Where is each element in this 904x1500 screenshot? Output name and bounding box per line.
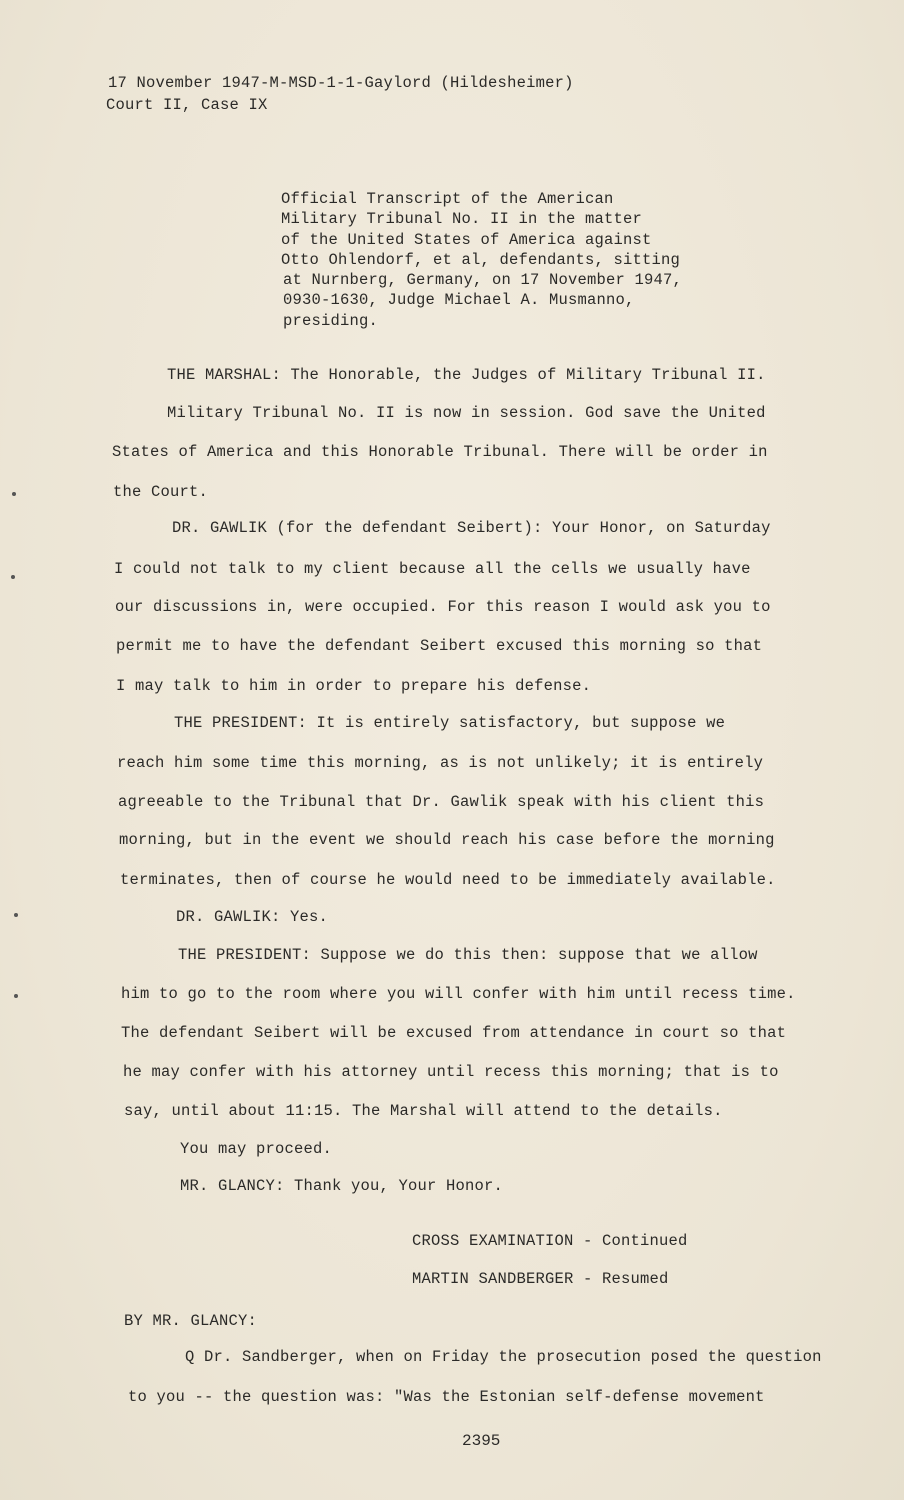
summary-line: Official Transcript of the American [281,190,614,208]
body-line: terminates, then of course he would need to be immediately available. [120,871,776,889]
body-line: THE PRESIDENT: Suppose we do this then: suppose that we allow [178,946,758,964]
summary-line: at Nurnberg, Germany, on 17 November 1947, [283,271,683,289]
body-line: our discussions in, were occupied. For this reason I would ask you to [115,598,771,616]
body-line: Military Tribunal No. II is now in session. God save the United [167,404,766,422]
body-line: the Court. [113,483,209,501]
body-line: You may proceed. [180,1140,333,1158]
body-line: reach him some time this morning, as is not unlikely; it is entirely [117,754,764,772]
summary-line: presiding. [283,312,379,330]
body-line: he may confer with his attorney until recess this morning; that is to [123,1063,779,1081]
margin-mark [11,575,15,579]
summary-line: 0930-1630, Judge Michael A. Musmanno, [283,291,635,309]
header-line-2: Court II, Case IX [106,96,268,114]
body-line: him to go to the room where you will confer with him until recess time. [121,985,796,1003]
body-line: to you -- the question was: "Was the Estonian self-defense movement [128,1388,765,1406]
body-line: say, until about 11:15. The Marshal will attend to the details. [124,1102,723,1120]
body-line: Q Dr. Sandberger, when on Friday the prosecution posed the question [185,1348,822,1366]
margin-mark [14,913,18,917]
summary-line: Otto Ohlendorf, et al, defendants, sitting [281,251,681,269]
body-line: BY MR. GLANCY: [124,1312,258,1330]
body-line: CROSS EXAMINATION - Continued [412,1232,688,1250]
body-line: MR. GLANCY: Thank you, Your Honor. [180,1177,504,1195]
margin-mark [14,994,18,998]
body-line: THE PRESIDENT: It is entirely satisfactory, but suppose we [174,714,726,732]
body-line: morning, but in the event we should reach his case before the morning [119,831,775,849]
body-line: agreeable to the Tribunal that Dr. Gawlik speak with his client this [118,793,765,811]
summary-line: Military Tribunal No. II in the matter [281,210,643,228]
page-number: 2395 [462,1432,501,1450]
body-line: permit me to have the defendant Seibert excused this morning so that [116,637,763,655]
body-line: THE MARSHAL: The Honorable, the Judges of Military Tribunal II. [167,366,766,384]
header-line-1: 17 November 1947-M-MSD-1-1-Gaylord (Hildesheimer) [108,74,574,92]
margin-mark [12,492,16,496]
body-line: I could not talk to my client because all the cells we usually have [114,560,751,578]
body-line: I may talk to him in order to prepare his defense. [116,677,592,695]
body-line: DR. GAWLIK: Yes. [176,908,329,926]
body-line: States of America and this Honorable Tribunal. There will be order in [112,443,768,461]
summary-line: of the United States of America against [281,231,652,249]
body-line: The defendant Seibert will be excused from attendance in court so that [121,1024,787,1042]
body-line: MARTIN SANDBERGER - Resumed [412,1270,669,1288]
body-line: DR. GAWLIK (for the defendant Seibert): Your Honor, on Saturday [172,519,771,537]
